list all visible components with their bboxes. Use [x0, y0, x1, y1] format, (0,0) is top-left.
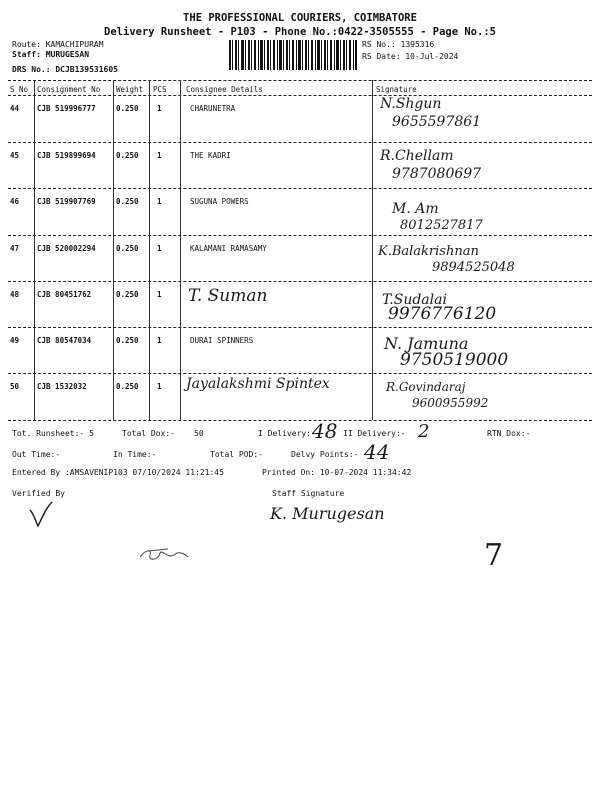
row-divider [8, 235, 592, 236]
row-weight: 0.250 [116, 382, 139, 391]
row-weight: 0.250 [116, 244, 139, 253]
delvy-points-value: 44 [364, 440, 390, 464]
row-consignee: CHARUNETRA [190, 104, 236, 113]
row-signature-phone: 9750519000 [400, 350, 509, 370]
staff-signature-label: Staff Signature [272, 489, 345, 498]
col-divider [372, 80, 373, 420]
table-top-rule [8, 80, 592, 81]
ii-delivery-value: 2 [418, 421, 430, 442]
rs-date: RS Date: 10-Jul-2024 [362, 52, 459, 61]
col-header-signature: Signature [376, 85, 417, 94]
runsheet-title: Delivery Runsheet - P103 - Phone No.:0422-3505555 - Page No.:5 [104, 26, 496, 38]
col-divider [149, 80, 150, 420]
printed-on: Printed On: 10-07-2024 11:34:42 [262, 468, 412, 477]
row-divider [8, 420, 592, 421]
row-weight: 0.250 [116, 197, 139, 206]
i-delivery-value: 48 [312, 419, 338, 443]
row-signature: R.Govindaraj [386, 380, 466, 394]
delvy-points-label: Delvy Points:- [291, 450, 359, 459]
staff-label: Staff: MURUGESAN [12, 50, 90, 59]
row-consignment: CJB 519899694 [37, 151, 96, 160]
total-dox-value: 50 [194, 429, 204, 438]
tot-runsheet: Tot. Runsheet:- 5 [12, 429, 94, 438]
in-time: In Time:- [113, 450, 157, 459]
row-weight: 0.250 [116, 336, 139, 345]
col-divider [180, 80, 181, 420]
row-consignee-handwritten: T. Suman [188, 286, 268, 306]
row-signature: M. Am [392, 201, 439, 217]
row-pcs: 1 [157, 382, 162, 391]
row-consignment: CJB 519996777 [37, 104, 96, 113]
row-divider [8, 281, 592, 282]
row-consignee-handwritten: Jayalakshmi Spintex [186, 376, 330, 392]
route-label: Route: KAMACHIPURAM [12, 40, 104, 49]
row-pcs: 1 [157, 151, 162, 160]
row-consignment: CJB 80451762 [37, 290, 92, 299]
ii-delivery-label: II Delivery:- [343, 429, 406, 438]
row-pcs: 1 [157, 336, 162, 345]
row-signature: R.Chellam [380, 148, 454, 164]
col-header-consignee: Consignee Details [186, 85, 263, 94]
row-consignee: DURAI SPINNERS [190, 336, 254, 345]
col-divider [113, 80, 114, 420]
col-header-consignment: Consignment No [37, 85, 101, 94]
staff-signature-handwritten: K. Murugesan [270, 504, 385, 523]
drs-number: DRS No.: DCJB139531605 [12, 65, 118, 74]
rs-number: RS No.: 1395316 [362, 40, 435, 49]
col-header-sno: S No [10, 85, 29, 94]
row-consignment: CJB 520002294 [37, 244, 96, 253]
row-pcs: 1 [157, 290, 162, 299]
page-mark: 7 [484, 538, 504, 573]
row-signature: K.Balakrishnan [378, 244, 479, 259]
row-signature: N. Jamuna [384, 334, 469, 353]
row-consignee: THE KADRI [190, 151, 231, 160]
row-consignee: KALAMANI RAMASAMY [190, 244, 267, 253]
row-sno: 49 [10, 336, 20, 345]
row-divider [8, 188, 592, 189]
table-header-rule [8, 95, 592, 96]
rtn-dox-label: RTN Dox:- [487, 429, 531, 438]
row-consignment: CJB 80547034 [37, 336, 92, 345]
total-pod: Total POD:- [210, 450, 263, 459]
barcode [229, 40, 357, 70]
row-sno: 48 [10, 290, 20, 299]
row-signature-phone: 9976776120 [388, 304, 497, 324]
row-signature-phone: 9600955992 [412, 396, 489, 410]
row-consignment: CJB 1532032 [37, 382, 87, 391]
col-header-pcs: PCS [153, 85, 167, 94]
i-delivery-label: I Delivery:- [258, 429, 316, 438]
row-sno: 46 [10, 197, 20, 206]
entered-by: Entered By :AMSAVENIP103 07/10/2024 11:21:45 [12, 468, 224, 477]
row-signature: N.Shgun [380, 96, 442, 112]
row-pcs: 1 [157, 244, 162, 253]
company-title: THE PROFESSIONAL COURIERS, COIMBATORE [183, 12, 417, 24]
row-pcs: 1 [157, 104, 162, 113]
row-sno: 44 [10, 104, 20, 113]
col-divider [34, 80, 35, 420]
row-divider [8, 142, 592, 143]
verifier-signature-scribble [28, 500, 58, 530]
total-dox-label: Total Dox:- [122, 429, 175, 438]
row-pcs: 1 [157, 197, 162, 206]
row-signature: T.Sudalai [382, 292, 447, 308]
row-signature-phone: 9894525048 [432, 260, 515, 275]
row-weight: 0.250 [116, 104, 139, 113]
row-consignment: CJB 519907769 [37, 197, 96, 206]
row-weight: 0.250 [116, 151, 139, 160]
row-signature-phone: 9655597861 [392, 114, 482, 130]
row-sno: 50 [10, 382, 20, 391]
row-divider [8, 327, 592, 328]
verified-by-label: Verified By [12, 489, 65, 498]
col-header-weight: Weight [116, 85, 144, 94]
row-signature-phone: 8012527817 [400, 218, 483, 233]
initials-scribble [138, 545, 190, 565]
row-consignee: SUGUNA POWERS [190, 197, 249, 206]
out-time: Out Time:- [12, 450, 61, 459]
row-sno: 47 [10, 244, 20, 253]
row-sno: 45 [10, 151, 20, 160]
row-divider [8, 373, 592, 374]
row-weight: 0.250 [116, 290, 139, 299]
row-signature-phone: 9787080697 [392, 166, 482, 182]
